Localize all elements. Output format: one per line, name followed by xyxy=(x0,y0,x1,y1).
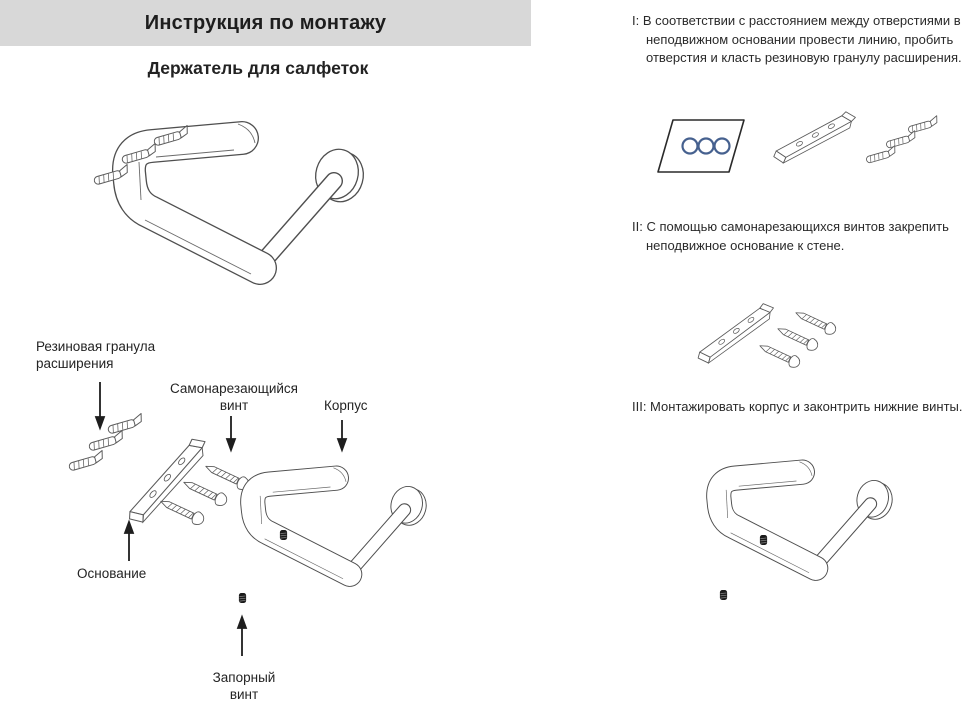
locking-screw-icon xyxy=(280,530,287,540)
mounting-base-icon xyxy=(774,112,856,163)
label-base: Основание xyxy=(77,566,147,581)
drill-template-icon xyxy=(658,120,744,172)
step-1-text: I: В соответствии с расстоянием между отверстиями в неподвижном основании провести линию, пробить отверстия и класть резиновую гранулу расширения. xyxy=(632,13,962,65)
label-body: Корпус xyxy=(324,398,368,413)
header-bar xyxy=(0,0,531,46)
wall-plug-icon xyxy=(885,131,917,149)
product-subtitle: Держатель для салфеток xyxy=(147,58,369,78)
label-rubber-plug: Резиновая гранула расширения xyxy=(36,339,156,371)
down-arrow-icon xyxy=(227,416,235,450)
down-arrow-icon xyxy=(338,420,346,450)
locking-screw-icon xyxy=(239,593,246,603)
wall-plug-icon xyxy=(865,146,897,164)
self-tapping-screw-icon xyxy=(158,495,206,527)
up-arrow-icon xyxy=(238,617,246,656)
wall-plug-icon xyxy=(87,430,125,451)
self-tapping-screw-icon xyxy=(181,476,229,508)
step-2-text: II: С помощью самонарезающихся винтов закрепить неподвижное основание к стене. xyxy=(632,219,949,253)
wall-plug-icon xyxy=(106,413,144,434)
self-tapping-screw-icon xyxy=(793,307,838,336)
label-locking-screw: Запорный винт xyxy=(212,670,276,702)
mounting-base-icon xyxy=(692,302,780,364)
locking-screw-icon xyxy=(760,535,767,545)
up-arrow-icon xyxy=(125,522,133,561)
self-tapping-screw-icon xyxy=(757,340,802,369)
label-self-tapping-screw: Самонарезающийся винт xyxy=(170,381,298,413)
step-2-diagram xyxy=(655,283,945,378)
self-tapping-screw-icon xyxy=(775,323,820,352)
step-3-text: III: Монтажировать корпус и законтрить нижние винты. xyxy=(632,399,963,414)
assembled-holder-drawing xyxy=(62,106,402,321)
holder-body-icon xyxy=(253,468,431,579)
exploded-diagram xyxy=(30,378,440,670)
mounting-base-icon xyxy=(111,435,223,526)
wall-plug-icon xyxy=(67,450,105,471)
holder-body-icon xyxy=(719,462,897,573)
wall-plug-icon xyxy=(907,116,939,134)
locking-screw-icon xyxy=(720,590,727,600)
down-arrow-icon xyxy=(96,382,104,428)
step-1-diagram xyxy=(645,103,960,208)
page-title: Инструкция по монтажу xyxy=(144,11,387,34)
holder-body-icon xyxy=(129,124,369,274)
step-3-diagram xyxy=(690,440,968,668)
